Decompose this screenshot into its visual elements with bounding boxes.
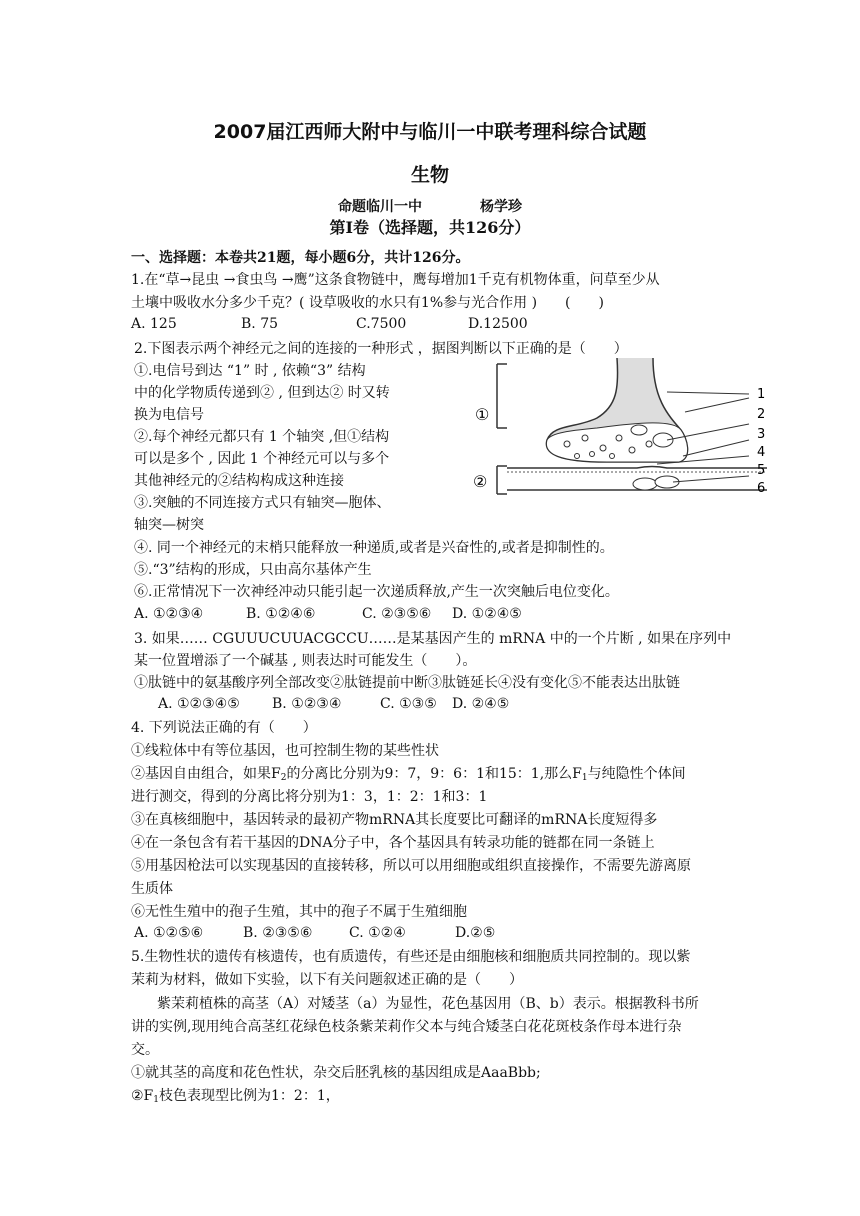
author-name: 杨学珍 (480, 199, 522, 215)
q2-left-line: ③.突触的不同连接方式只有轴突—胞体、 (134, 495, 391, 511)
q2-full-line: ⑤.“3”结构的形成，只由高尔基体产生 (134, 562, 372, 578)
q2-option-c: C. ②③⑤⑥ (362, 606, 432, 622)
q2-left-line: 中的化学物质传递到② , 但到达② 时又转 (134, 385, 390, 401)
section-title: 第Ⅰ卷（选择题，共126分） (329, 218, 531, 237)
q2-option-a: A. ①②③④ (134, 606, 204, 622)
q1-option-d: D.12500 (468, 316, 528, 332)
subject-title: 生物 (410, 164, 449, 186)
q4-stem: 4. 下列说法正确的有（ ） (131, 720, 317, 736)
label-2: 2 (757, 407, 766, 422)
q3-option-b: B. ①②③④ (272, 696, 342, 712)
q4-statement-1: ①线粒体中有等位基因，也可控制生物的某些性状 (131, 743, 439, 759)
synapse-diagram (467, 358, 777, 506)
q1-option-b: B. 75 (241, 316, 279, 332)
q2-option-d: D. ①②④⑤ (452, 606, 522, 622)
label-6: 6 (757, 481, 766, 496)
q5-paragraph-1: 紫茉莉植株的高茎（A）对矮茎（a）为显性，花色基因用（B、b）表示。根据教科书所 (157, 996, 699, 1012)
q2-left-line: 换为电信号 (134, 407, 204, 423)
author-prefix: 命题临川一中 (338, 199, 422, 215)
q4-option-d: D.②⑤ (455, 925, 496, 941)
q2-left-line: 可以是多个 , 因此 1 个神经元可以与多个 (134, 451, 390, 467)
q1-option-c: C.7500 (356, 316, 407, 332)
q2-left-line: 其他神经元的②结构构成这种连接 (134, 473, 344, 489)
q2-left-line: ①.电信号到达 “1” 时 , 依赖“3” 结构 (134, 363, 366, 379)
q4-statement-5-cont: 生质体 (131, 881, 173, 897)
q5-paragraph-3: 交。 (131, 1042, 159, 1058)
label-5: 5 (757, 463, 766, 478)
q2-full-line: ⑥.正常情况下一次神经冲动只能引起一次递质释放,产生一次突触后电位变化。 (134, 584, 619, 600)
q2-left-line: ②.每个神经元都只有 1 个轴突 ,但①结构 (134, 429, 390, 445)
q3-option-d: D. ②④⑤ (452, 696, 510, 712)
q2-left-line: 轴突—树突 (134, 517, 204, 533)
q5-paragraph-2: 讲的实例,现用纯合高茎红花绿色枝条紫茉莉作父本与纯合矮茎白花花斑枝条作母本进行杂 (131, 1019, 682, 1035)
q5-statement-2: $②F_1$枝色表现型比例为1：2：1， (131, 1088, 340, 1105)
q2-option-b: B. ①②④⑥ (246, 606, 316, 622)
q4-option-a: A. ①②⑤⑥ (134, 925, 204, 941)
q3-option-c: C. ①③⑤ (380, 696, 437, 712)
q4-statement-2-cont: 进行测交，得到的分离比将分别为1：3，1：2：1和3：1 (131, 789, 488, 805)
author-line (0, 196, 860, 216)
exam-title: 2007届江西师大附中与临川一中联考理科综合试题 (213, 121, 647, 143)
q4-option-c: C. ①②④ (349, 925, 406, 941)
q4-option-b: B. ②③⑤⑥ (243, 925, 313, 941)
q1-option-a: A. 125 (131, 316, 177, 332)
label-circle-1: ① (475, 405, 490, 424)
q4-statement-3: ③在真核细胞中，基因转录的最初产物mRNA其长度要比可翻译的mRNA长度短得多 (131, 812, 658, 828)
q1-line1: 1.在“草→昆虫 →食虫鸟 →鹰”这条食物链中，鹰每增加1千克有机物体重，问草至少从 (131, 272, 660, 288)
q5-line2: 茉莉为材料，做如下实验，以下有关问题叙述正确的是（ ） (131, 972, 523, 988)
section-intro: 一、选择题：本卷共21题，每小题6分，共计126分。 (131, 250, 470, 266)
label-circle-2: ② (473, 472, 488, 491)
q4-statement-2: ②基因自由组合，如果$F_2$的分离比分别为9：7，9：6：1和15：1,那么$F_1$与纯隐性个体间 (131, 766, 686, 783)
q3-line1: 3. 如果…… CGUUUCUUACGCCU……是某基因产生的 mRNA 中的一个片断 , 如果在序列中 (134, 631, 732, 647)
q1-line2: 土壤中吸收水分多少千克？( 设草吸收的水只有1%参与光合作用 ) ( ) (131, 295, 604, 311)
q5-line1: 5.生物性状的遗传有核遗传，也有质遗传，有些还是由细胞核和细胞质共同控制的。现以紫 (131, 949, 691, 965)
q4-statement-5: ⑤用基因枪法可以实现基因的直接转移，所以可以用细胞或组织直接操作，不需要先游离原 (131, 858, 691, 874)
q3-option-a: A. ①②③④⑤ (158, 696, 240, 712)
label-3: 3 (757, 427, 766, 442)
q5-statement-1: ①就其茎的高度和花色性状，杂交后胚乳核的基因组成是AaaBbb; (131, 1065, 541, 1081)
q3-line2: 某一位置增添了一个碱基 , 则表达时可能发生（ ）。 (134, 653, 477, 669)
q2-full-line: ④. 同一个神经元的末梢只能释放一种递质,或者是兴奋性的,或者是抑制性的。 (134, 540, 614, 556)
q4-statement-6: ⑥无性生殖中的孢子生殖，其中的孢子不属于生殖细胞 (131, 904, 467, 920)
q4-statement-4: ④在一条包含有若干基因的DNA分子中，各个基因具有转录功能的链都在同一条链上 (131, 835, 655, 851)
label-1: 1 (757, 387, 766, 402)
q3-line3: ①肽链中的氨基酸序列全部改变②肽链提前中断③肽链延长④没有变化⑤不能表达出肽链 (134, 675, 680, 691)
label-4: 4 (757, 445, 766, 460)
q2-stem: 2.下图表示两个神经元之间的连接的一种形式 ，据图判断以下正确的是（ ） (134, 341, 628, 357)
